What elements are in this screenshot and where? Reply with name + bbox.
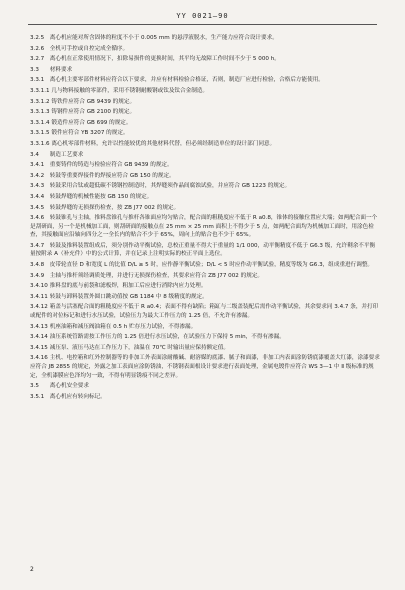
clause-text: 离心机安全要求 (49, 383, 89, 390)
clause-paragraph (30, 354, 380, 380)
clause-paragraph (30, 272, 380, 281)
clause-text: 推料盘的底与前袋和滤板焊，粗加工后应进行消除内应力处理。 (49, 283, 207, 290)
clause-number: 3.3.1.3 (30, 109, 50, 116)
clause-text: 主机、电控箱和红外控制器等的非加工外表面涂耐酸碱、耐溶媒的底漆、腻子和面漆，非加工内表面涂防锈底漆覆盖大红漆，涂漆要求应符合 JB 2855 的规定，外露之加工表面应涂防锈油，不锈钢表面根设计要求进行表面处理，金属电镀件应符合 WS 3—1 中 Ⅱ 级标准的规定，全机漆膜应色泽均匀一致，不得有明显锈痕不同之差异。 (30, 355, 380, 379)
clause-number: 3.3.1 (30, 77, 45, 84)
clause-number: 3.4.9 (30, 272, 45, 279)
clause-paragraph (30, 193, 380, 202)
clause-number: 3.4.5 (30, 204, 45, 211)
clause-text: 机座油箱和减压阀油箱在 0.5 h 贮存压力试验，不得渗漏。 (49, 323, 197, 330)
clause-paragraph (30, 119, 380, 128)
clause-number: 3.2.5 (30, 35, 45, 41)
clause-number: 3.3.1.5 (30, 130, 50, 137)
clause-paragraph (30, 293, 380, 302)
clause-text: 锻造件应符合 GB 699 的规定。 (51, 119, 132, 126)
clause-paragraph (30, 242, 380, 259)
clause-number: 3.4.14 (30, 334, 48, 341)
clause-paragraph (30, 55, 380, 64)
clause-number: 3.4.8 (30, 262, 45, 269)
clause-text: 重要铸件的铸造与检验应符合 GB 9439 的规定。 (49, 162, 173, 169)
clause-number: 3.4.15 (30, 344, 48, 351)
clause-text: 转鼓焊缝的机械性能按 GB 150 的规定。 (49, 193, 153, 200)
clause-text: 主轴与推杆须经调质处理，并进行无损探伤检查，其要求应符合 ZB J77 002 的规定。 (49, 272, 264, 279)
clause-text: 皮带轮直径 D 和宽度 L 的比值 D/L ≥ 5 时，应作静平衡试验；D/L < 5 时应作动平衡试验，精度等级为 G6.3，组成重进行调整。 (49, 262, 374, 269)
document-body (30, 34, 380, 403)
clause-paragraph (30, 172, 380, 181)
clause-paragraph (30, 87, 380, 96)
clause-number: 3.5.1 (30, 393, 45, 400)
clause-paragraph (30, 323, 380, 332)
clause-number: 3.3.1.2 (30, 98, 50, 105)
clause-number: 3.4.1 (30, 162, 45, 169)
clause-text: 转鼓采用合钛或超低碳不锈钢控制造时，其焊缝须作晶间腐蚀试验，并应符合 GB 1223 的规定。 (49, 183, 291, 190)
clause-paragraph (30, 108, 380, 117)
clause-paragraph (30, 45, 380, 54)
clause-paragraph (30, 34, 380, 43)
clause-number: 3.4.10 (30, 283, 48, 290)
clause-paragraph (30, 161, 380, 170)
clause-paragraph (30, 129, 380, 138)
clause-number: 3.4.13 (30, 323, 48, 330)
clause-number: 3.4 (30, 151, 39, 158)
clause-text: 几与物料接触的零部件，采用不锈钢耐酸钢或钛及钛合金制造。 (51, 87, 208, 94)
clause-number: 3.4.16 (30, 355, 48, 362)
clause-number: 3.3.1.4 (30, 119, 50, 126)
page-number: 2 (30, 566, 34, 573)
clause-number: 3.2.6 (30, 45, 45, 52)
clause-text: 离心机主要零部件材料应符合以下要求，并应有材料检验合格证，否则，制造厂应进行检验，合格后方能使用。 (49, 77, 324, 84)
clause-text: 材料要求 (49, 66, 73, 73)
clause-paragraph (30, 140, 380, 149)
clause-text: 转鼓与卸料装置外圆口跳动值按 GB 1184 中 8 级精度的规定。 (49, 293, 208, 300)
clause-number: 3.3 (30, 66, 39, 73)
clause-text: 油压系统管路需按工作压力的 1.25 倍进行水压试验，在试验压力下保持 5 min，不得有渗漏。 (49, 334, 285, 341)
clause-paragraph (30, 66, 380, 75)
clause-number: 3.4.12 (30, 304, 48, 311)
clause-text: 转鼓锥孔与主轴，推料盘锥孔与推杆各锥面应均匀贴合，配合面的粗糙度应不低于 R a0.8，锥体的接触位置应大端；如两配合面一个是刮研面，另一个是机械加工面，则刮研面的接触点在 25 mm × 25 mm 面积上不得少于 5 点，如两配合面均为机械加工面时，用涂色检查，其接触面应沿轴向四分之一全长内的贴合不少于 65%，周向上的贴合也不少于 65%。 (30, 215, 378, 239)
clause-paragraph (30, 151, 380, 160)
clause-number: 3.5 (30, 383, 39, 390)
clause-number: 3.3.1.6 (30, 140, 50, 147)
clause-text: 离心机应能对所含固体的粒度不小于 0.005 mm 的悬浮液脱水，生产能力应符合设计要求。 (49, 35, 278, 41)
clause-text: 铸铁件应符合 GB 9439 的规定。 (51, 98, 136, 105)
clause-text: 全机可手控或自控完成全循序。 (49, 45, 129, 52)
clause-text: 锻件应符合 YB 3207 的规定。 (51, 130, 129, 137)
clause-paragraph (30, 333, 380, 342)
clause-number: 3.4.11 (30, 293, 48, 300)
clause-number: 3.4.4 (30, 193, 45, 200)
clause-paragraph (30, 214, 380, 240)
header-rule (28, 24, 377, 25)
clause-text: 转鼓及推料装置组成后，须分别作动平衡试验，总校正重量不得大于重量的 1/1 000，动平衡精度不低于 G6.3 级，允许剩余不平衡量按附录 A（补充件）中的公式计算，并在记录上注明实际的校正平面上选位。 (30, 242, 376, 258)
clause-text: 减压泵、液压马达在工作压力下，油温在 70℃ 时输出量应保持额定值。 (49, 344, 229, 351)
clause-paragraph (30, 261, 380, 270)
clause-paragraph (30, 98, 380, 107)
clause-number: 3.2.7 (30, 56, 45, 63)
clause-text: 离心机零部件材料，允许以性能较优的其他材料代替，但必须经制造单位的设计部门同意。 (51, 140, 276, 147)
clause-number: 3.3.1.1 (30, 87, 50, 94)
clause-paragraph (30, 344, 380, 353)
clause-paragraph (30, 382, 380, 391)
clause-text: 制造工艺要求 (49, 151, 84, 158)
standard-code-header: YY 0021—90 (176, 12, 229, 20)
clause-number: 3.4.7 (30, 242, 45, 249)
clause-text: 转鼓焊缝的无损探伤检查，按 ZB J77 002 的规定。 (49, 204, 180, 211)
clause-text: 箱盖与活塞配合面的粗糙度应不低于 R a0.4；表面不得有缺陷；箱缸与二级盖装配后需作动平衡试验，其余要求同 3.4.7 条，并打印或配件的对位标记和进行水压试验，试验压力为最大工作压力的 1.25 倍，不允许有渗漏。 (30, 304, 379, 320)
clause-text: 转鼓等重要焊接件的焊接应符合 GB 150 的规定。 (49, 172, 175, 179)
clause-paragraph (30, 303, 380, 320)
clause-paragraph (30, 282, 380, 291)
clause-text: 离心机在正常使用情况下，扣除易损件的更换时间，其平均无故障工作时间不少于 5 000 h。 (49, 56, 280, 63)
clause-text: 铸钢件应符合 GB 2100 的规定。 (51, 109, 136, 116)
clause-number: 3.4.2 (30, 172, 45, 179)
clause-number: 3.4.3 (30, 183, 45, 190)
clause-paragraph (30, 204, 380, 213)
clause-text: 离心机应有转向标记。 (49, 393, 106, 400)
clause-paragraph (30, 393, 380, 402)
clause-number: 3.4.6 (30, 215, 45, 222)
clause-paragraph (30, 182, 380, 191)
clause-paragraph (30, 76, 380, 85)
